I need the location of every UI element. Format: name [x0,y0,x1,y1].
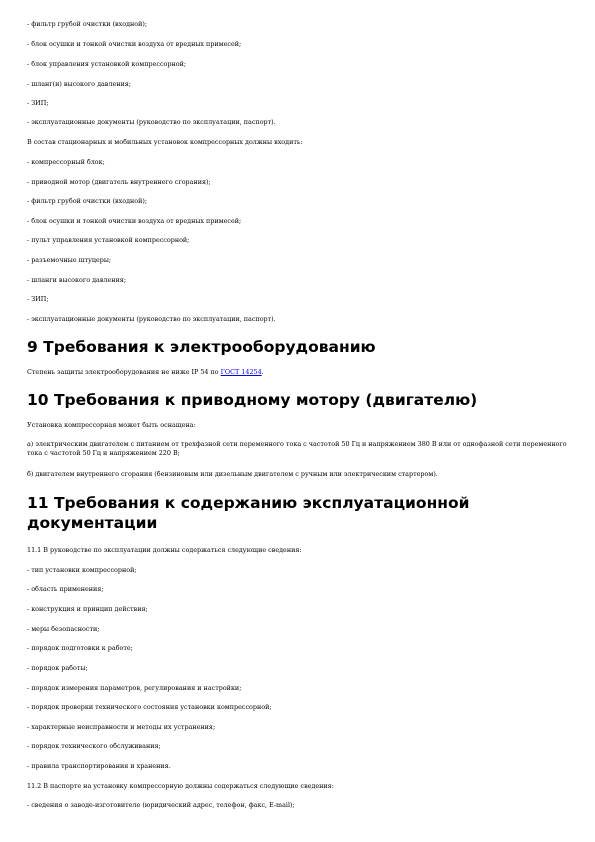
list-item: - разъемочные штуцеры; [27,256,112,264]
list-item: - тип установки компрессорной; [27,566,137,574]
list-item: - правила транспортирования и хранения. [27,762,171,770]
paragraph: В состав стационарных и мобильных установок компрессорных должны входить: [27,138,303,146]
paragraph-text: . [261,368,264,376]
paragraph: Установка компрессорная может быть оснащена: [27,421,196,429]
paragraph: 11.2 В паспорте на установку компрессорную должны содержаться следующие сведения: [27,782,334,790]
list-item: - порядок подготовки к работе; [27,644,133,652]
list-item: - конструкция и принцип действия; [27,605,148,613]
list-item: - компрессорный блок; [27,158,105,166]
list-item: - сведения о заводе-изготовителе (юридический адрес, телефон, факс, E-mail); [27,801,295,809]
list-item: - порядок работы; [27,664,88,672]
paragraph: б) двигателем внутреннего сгорания (бензиновым или дизельным двигателем с ручным или электрическим стартером). [27,470,438,478]
list-item: - эксплуатационные документы (руководство по эксплуатации, паспорт). [27,118,276,126]
list-item: - ЗИП; [27,99,49,107]
list-item: - блок управления установкой компрессорной; [27,60,186,68]
list-item: - приводной мотор (двигатель внутреннего сгорания); [27,178,211,186]
list-item: - шланги высокого давления; [27,276,126,284]
paragraph-text: Степень защиты электрооборудования не ниже IP 54 по [27,368,221,376]
paragraph [27,368,572,377]
list-item: - порядок проверки технического состояния установки компрессорной; [27,703,272,711]
paragraph: 11.1 В руководстве по эксплуатации должны содержаться следующие сведения: [27,546,302,554]
paragraph: а) электрическим двигателем с питанием от трехфазной сети переменного тока с частотой 50 Гц и напряжением 380 В или от однофазной сети переменного тока с частотой 50 Гц и напряжением 220 В; [27,440,567,457]
list-item: - порядок технического обслуживания; [27,742,161,750]
gost-link[interactable]: ГОСТ 14254 [220,368,262,376]
section-heading: 10 Требования к приводному мотору (двигателю) [27,391,478,409]
list-item: - область применения; [27,585,104,593]
list-item: - порядок измерения параметров, регулирования и настройки; [27,684,242,692]
list-item: - фильтр грубой очистки (входной); [27,20,148,28]
list-item: - меры безопасности; [27,625,100,633]
list-item: - эксплуатационные документы (руководство по эксплуатации, паспорт). [27,315,276,323]
list-item: - блок осушки и тонкой очистки воздуха от вредных примесей; [27,217,242,225]
list-item: - ЗИП; [27,295,49,303]
list-item: - фильтр грубой очистки (входной); [27,197,148,205]
list-item: - пульт управления установкой компрессорной; [27,236,190,244]
list-item: - характерные неисправности и методы их устранения; [27,723,216,731]
list-item: - блок осушки и тонкой очистки воздуха от вредных примесей; [27,40,242,48]
section-heading: 11 Требования к содержанию эксплуатационной документации [27,494,470,532]
section-heading: 9 Требования к электрооборудованию [27,338,376,356]
list-item: - шланг(и) высокого давления; [27,80,131,88]
